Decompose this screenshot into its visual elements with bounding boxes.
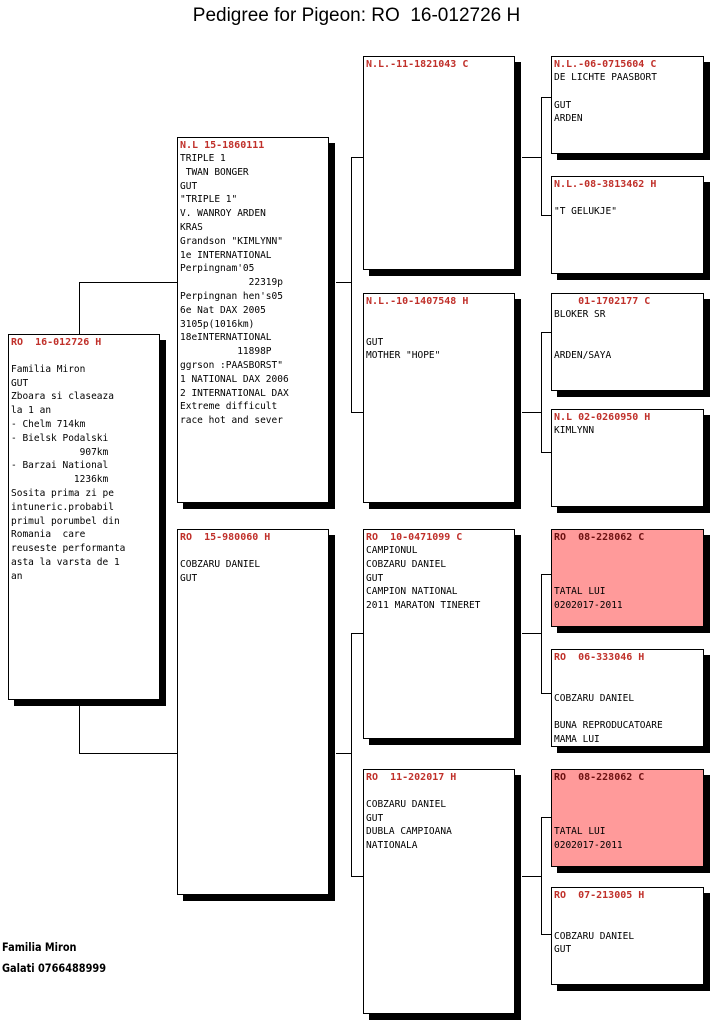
grandparent-4-card <box>363 769 515 1014</box>
connector-sire-mid <box>336 282 351 283</box>
grandparent-3-ring: RO 10-0471099 C <box>366 532 463 543</box>
connector-gp4-b <box>541 934 551 935</box>
connector-dam-gp3 <box>351 633 363 634</box>
connector-sire-v <box>351 157 352 412</box>
connector-gp3-b <box>541 693 551 694</box>
connector-gp2-b <box>541 452 551 453</box>
great-grandparent-8-ring: RO 07-213005 H <box>554 890 645 901</box>
grandparent-1-ring: N.L.-11-1821043 C <box>366 59 469 70</box>
sire-notes: TRIPLE 1 TWAN BONGER GUT "TRIPLE 1" V. WANROY ARDEN KRAS Grandson "KIMLYNN" 1e INTERNATIONAL Perpingnam'05 22319p Perpingnan hen's05 6e Nat DAX 2005 3105p(1016km) 18eINTERNATIONAL 11898P ggrson :PAASBORST" 1 NATIONAL DAX 2006 2 INTERNATIONAL DAX Extreme difficult race hot and sever <box>180 153 289 427</box>
connector-gp3-a <box>541 574 551 575</box>
connector-gp4-v <box>541 817 542 934</box>
grandparent-2-notes: GUT MOTHER "HOPE" <box>366 336 441 362</box>
grandparent-4-notes: COBZARU DANIEL GUT DUBLA CAMPIOANA NATIONALA <box>366 798 452 852</box>
subject-notes: Familia Miron GUT Zboara si claseaza la 1 an - Chelm 714km - Bielsk Podalski 907km - Barzai National 1236km Sosita prima zi pe intuneric.probabil primul porumbel din Romania care reuseste performanta asta la varsta de 1 an <box>11 363 126 582</box>
footer-owner-name: Familia Miron <box>2 940 77 954</box>
page-title: Pedigree for Pigeon: RO 16-012726 H <box>192 5 521 26</box>
connector-gp4-mid <box>522 876 541 877</box>
great-grandparent-6-notes: COBZARU DANIEL BUNA REPRODUCATOARE MAMA LUI <box>554 692 663 745</box>
great-grandparent-1-notes: DE LICHTE PAASBORT GUT ARDEN <box>554 72 657 125</box>
connector-gp2-v <box>541 332 542 452</box>
connector-gp1-b <box>541 215 551 216</box>
connector-gp1-a <box>541 97 551 98</box>
subject-ring: RO 16-012726 H <box>11 337 102 348</box>
great-grandparent-3-notes: BLOKER SR ARDEN/SAYA <box>554 309 612 362</box>
great-grandparent-7-ring: RO 08-228062 C <box>554 772 645 783</box>
connector-gp2-mid <box>522 412 541 413</box>
great-grandparent-4-card <box>551 409 704 507</box>
great-grandparent-1-card <box>551 56 704 154</box>
grandparent-3-card <box>363 529 515 739</box>
great-grandparent-4-ring: N.L 02-0260950 H <box>554 412 651 423</box>
great-grandparent-7-card <box>551 769 704 867</box>
dam-card <box>177 529 329 895</box>
great-grandparent-5-notes: TATAL LUI 0202017-2011 <box>554 586 623 612</box>
grandparent-1-card <box>363 56 515 270</box>
connector-dam-gp4 <box>351 876 363 877</box>
connector-gp1-v <box>541 97 542 215</box>
connector-sire-gp1 <box>351 157 363 158</box>
connector-sire-h <box>79 282 177 283</box>
connector-dam-h <box>79 753 177 754</box>
great-grandparent-7-notes: TATAL LUI 0202017-2011 <box>554 826 623 852</box>
great-grandparent-2-notes: "T GELUKJE" <box>554 205 617 217</box>
footer-owner-phone: Galati 0766488999 <box>2 961 107 975</box>
grandparent-3-notes: CAMPIONUL COBZARU DANIEL GUT CAMPION NATIONAL 2011 MARATON TINERET <box>366 545 481 612</box>
great-grandparent-8-notes: COBZARU DANIEL GUT <box>554 930 635 956</box>
great-grandparent-6-card <box>551 649 704 747</box>
connector-gp3-v <box>541 574 542 693</box>
connector-gp4-a <box>541 817 551 818</box>
great-grandparent-4-notes: KIMLYNN <box>554 425 595 436</box>
connector-gp1-mid <box>522 157 541 158</box>
great-grandparent-8-card <box>551 887 704 985</box>
great-grandparent-2-card <box>551 176 704 274</box>
great-grandparent-2-ring: N.L.-08-3813462 H <box>554 179 657 190</box>
great-grandparent-5-card <box>551 529 704 627</box>
sire-card <box>177 137 329 503</box>
great-grandparent-3-ring: 01-1702177 C <box>554 296 651 307</box>
connector-gp2-a <box>541 332 551 333</box>
grandparent-2-ring: N.L.-10-1407548 H <box>366 296 469 307</box>
grandparent-2-card <box>363 293 515 503</box>
sire-ring: N.L 15-1860111 <box>180 140 265 151</box>
great-grandparent-6-ring: RO 06-333046 H <box>554 652 645 663</box>
connector-gp3-mid <box>522 633 541 634</box>
great-grandparent-1-ring: N.L.-06-0715604 C <box>554 59 657 70</box>
connector-dam-mid <box>336 753 351 754</box>
grandparent-4-ring: RO 11-202017 H <box>366 772 457 783</box>
great-grandparent-3-card <box>551 293 704 391</box>
great-grandparent-5-ring: RO 08-228062 C <box>554 532 645 543</box>
subject-card <box>8 334 160 700</box>
connector-dam-v <box>351 633 352 876</box>
dam-ring: RO 15-980060 H <box>180 532 271 543</box>
connector-sire-gp2 <box>351 412 363 413</box>
dam-notes: COBZARU DANIEL GUT <box>180 558 261 584</box>
